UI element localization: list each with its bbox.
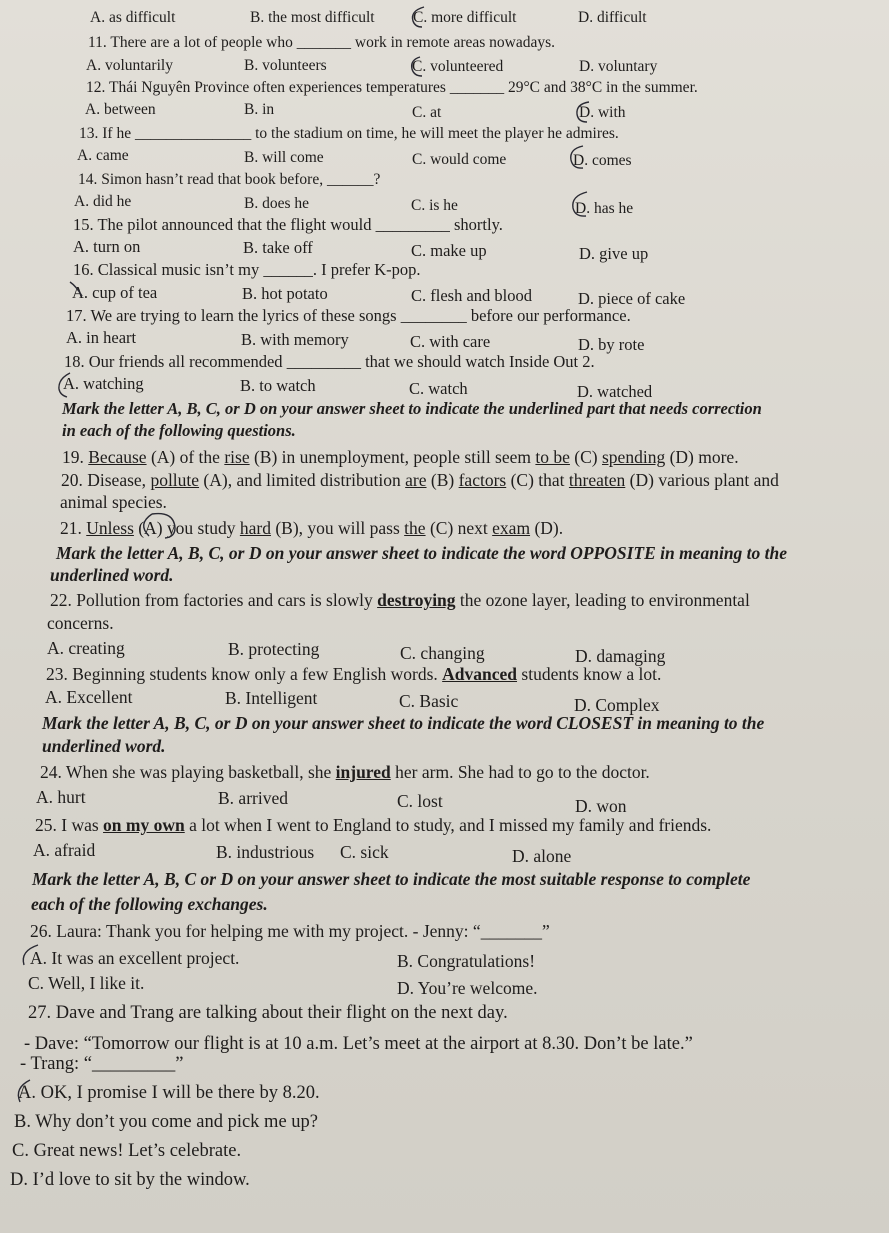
q22-line2: concerns. [47, 613, 114, 633]
q27-option-c[interactable]: C. Great news! Let’s celebrate. [12, 1141, 242, 1161]
q13-stem: 13. If he _______________ to the stadium on time, he will meet the player he admires. [79, 125, 619, 142]
q18-option-b[interactable]: B. to watch [240, 376, 316, 395]
q11-stem: 11. There are a lot of people who _______ work in remote areas nowadays. [88, 34, 556, 51]
q24-sentence: 24. When she was playing basketball, she injured her arm. She had to go to the doctor. [40, 762, 650, 782]
q10-c-circle-mark [412, 7, 424, 27]
q19-underlined-d[interactable]: spending [602, 447, 666, 467]
q11-option-c[interactable]: C. volunteered [412, 58, 504, 75]
instruction-opposite-line2: underlined word. [50, 565, 174, 585]
q15-option-a[interactable]: A. turn on [73, 237, 141, 256]
q18-a-circle-mark [59, 373, 70, 397]
q16-option-b[interactable]: B. hot potato [242, 284, 328, 303]
q18-option-d[interactable]: D. watched [577, 382, 653, 401]
q16-option-c[interactable]: C. flesh and blood [411, 286, 532, 305]
q25-option-a[interactable]: A. afraid [33, 840, 96, 860]
instruction-opposite-line1: Mark the letter A, B, C, or D on your answer sheet to indicate the word OPPOSITE in meaning to the [56, 543, 788, 563]
q19-underlined-c[interactable]: to be [535, 447, 570, 467]
q15-option-b[interactable]: B. take off [243, 238, 313, 257]
q23-option-d[interactable]: D. Complex [574, 695, 660, 715]
q21-a-circle-mark [144, 514, 175, 538]
q26-option-d[interactable]: D. You’re welcome. [397, 978, 538, 998]
q18-option-a[interactable]: A. watching [63, 374, 144, 393]
q12-option-b[interactable]: B. in [244, 101, 275, 118]
q21-underlined-c[interactable]: the [404, 518, 426, 538]
q20-sentence: 20. Disease, pollute (A), and limited distribution are (B) factors (C) that threaten (D) various plant and [61, 470, 779, 490]
q14-option-a[interactable]: A. did he [74, 193, 132, 210]
q24-option-c[interactable]: C. lost [397, 791, 443, 811]
instruction-correction-line1: Mark the letter A, B, C, or D on your answer sheet to indicate the underlined part that needs correction [62, 399, 762, 418]
q27-option-d[interactable]: D. I’d love to sit by the window. [10, 1170, 250, 1190]
q27-option-b[interactable]: B. Why don’t you come and pick me up? [14, 1112, 318, 1132]
q15-option-d[interactable]: D. give up [579, 244, 649, 263]
q14-option-c[interactable]: C. is he [411, 197, 458, 214]
q23-sentence: 23. Beginning students know only a few English words. Advanced students know a lot. [46, 664, 662, 684]
q17-stem: 17. We are trying to learn the lyrics of these songs ________ before our performance. [66, 306, 631, 325]
q12-stem: 12. Thái Nguyên Province often experiences temperatures _______ 29°C and 38°C in the summer. [86, 79, 698, 96]
q20-underlined-a[interactable]: pollute [150, 470, 200, 490]
q15-stem: 15. The pilot announced that the flight would _________ shortly. [73, 215, 503, 234]
q23-option-b[interactable]: B. Intelligent [225, 688, 318, 708]
q20-line2: animal species. [60, 492, 167, 512]
q11-option-d[interactable]: D. voluntary [579, 58, 658, 75]
q16-option-a[interactable]: A. cup of tea [72, 283, 158, 302]
q12-option-c[interactable]: C. at [412, 104, 442, 121]
q27-a-circle-mark [18, 1080, 30, 1102]
q12-option-d[interactable]: D. with [579, 104, 626, 121]
q13-option-a[interactable]: A. came [77, 147, 129, 164]
q26-a-circle-mark [23, 945, 38, 965]
q23-underlined-word: Advanced [442, 664, 518, 684]
q17-option-c[interactable]: C. with care [410, 332, 491, 351]
q18-stem: 18. Our friends all recommended _________ that we should watch Inside Out 2. [64, 352, 595, 371]
q22-underlined-word: destroying [377, 590, 456, 610]
q19-sentence: 19. Because (A) of the rise (B) in unemployment, people still seem to be (C) spending (D) more. [62, 447, 739, 467]
q26-option-a[interactable]: A. It was an excellent project. [30, 948, 240, 968]
q24-underlined-word: injured [335, 762, 391, 782]
q13-option-b[interactable]: B. will come [244, 149, 324, 166]
q21-sentence: 21. Unless (A) you study hard (B), you will pass the (C) next exam (D). [60, 518, 564, 538]
q27-trang-line: - Trang: “_________” [20, 1054, 184, 1074]
q11-option-a[interactable]: A. voluntarily [86, 57, 173, 74]
q27-option-a[interactable]: A. OK, I promise I will be there by 8.20. [18, 1083, 320, 1103]
q24-option-a[interactable]: A. hurt [36, 787, 86, 807]
q14-stem: 14. Simon hasn’t read that book before, ______? [78, 171, 381, 188]
q13-d-circle-mark [571, 146, 583, 168]
instruction-response-line1: Mark the letter A, B, C or D on your answer sheet to indicate the most suitable response to complete [32, 869, 751, 889]
q25-option-b[interactable]: B. industrious [216, 842, 315, 862]
q21-underlined-d[interactable]: exam [492, 518, 531, 538]
q26-option-c[interactable]: C. Well, I like it. [28, 973, 145, 993]
q18-option-c[interactable]: C. watch [409, 379, 468, 398]
q25-underlined-word: on my own [103, 815, 185, 835]
q26-option-b[interactable]: B. Congratulations! [397, 951, 536, 971]
q22-option-a[interactable]: A. creating [47, 638, 125, 658]
q22-option-c[interactable]: C. changing [400, 643, 485, 663]
q12-option-a[interactable]: A. between [85, 101, 156, 118]
q20-underlined-d[interactable]: threaten [568, 470, 626, 490]
instruction-response-line2: each of the following exchanges. [31, 894, 268, 914]
q25-sentence: 25. I was on my own a lot when I went to England to study, and I missed my family and friends. [35, 815, 712, 835]
q25-option-d[interactable]: D. alone [512, 846, 572, 866]
q16-stem: 16. Classical music isn’t my ______. I prefer K-pop. [73, 260, 421, 279]
q21-underlined-a[interactable]: Unless [86, 518, 134, 538]
q27-dave-line: - Dave: “Tomorrow our flight is at 10 a.m. Let’s meet at the airport at 8.30. Don’t be late.” [24, 1034, 693, 1054]
q24-option-d[interactable]: D. won [575, 796, 627, 816]
q19-underlined-a[interactable]: Because [88, 447, 147, 467]
q14-option-d[interactable]: D. has he [575, 200, 634, 217]
q17-option-b[interactable]: B. with memory [241, 330, 349, 349]
q16-a-mark [70, 282, 82, 296]
q14-option-b[interactable]: B. does he [244, 195, 310, 212]
instruction-closest-line2: underlined word. [42, 736, 166, 756]
q10-option-c[interactable]: C. more difficult [413, 9, 517, 26]
q23-option-c[interactable]: C. Basic [399, 691, 459, 711]
q24-option-b[interactable]: B. arrived [218, 788, 288, 808]
q12-d-circle-mark [577, 102, 589, 122]
q23-option-a[interactable]: A. Excellent [45, 687, 133, 707]
instruction-closest-line1: Mark the letter A, B, C, or D on your answer sheet to indicate the word CLOSEST in meaning to the [42, 713, 765, 733]
q10-option-a[interactable]: A. as difficult [90, 9, 176, 26]
q22-option-b[interactable]: B. protecting [228, 639, 320, 659]
q22-sentence: 22. Pollution from factories and cars is slowly destroying the ozone layer, leading to environmental [50, 590, 750, 610]
q14-d-circle-mark [573, 192, 587, 216]
q10-option-b[interactable]: B. the most difficult [250, 9, 375, 26]
q20-underlined-c[interactable]: factors [458, 470, 507, 490]
q21-underlined-b[interactable]: hard [239, 518, 271, 538]
q22-option-d[interactable]: D. damaging [575, 646, 666, 666]
q16-option-d[interactable]: D. piece of cake [578, 289, 686, 308]
q11-c-circle-mark [412, 57, 422, 76]
q19-underlined-b[interactable]: rise [224, 447, 250, 467]
q17-option-d[interactable]: D. by rote [578, 335, 645, 354]
instruction-correction-line2: in each of the following questions. [62, 421, 296, 440]
q17-option-a[interactable]: A. in heart [66, 328, 137, 347]
q15-option-c[interactable]: C. make up [411, 241, 487, 260]
q20-underlined-b[interactable]: are [405, 470, 427, 490]
q13-option-d[interactable]: D. comes [573, 152, 632, 169]
q10-option-d[interactable]: D. difficult [578, 9, 647, 26]
q11-option-b[interactable]: B. volunteers [244, 57, 327, 74]
q26-stem: 26. Laura: Thank you for helping me with my project. - Jenny: “_______” [30, 921, 550, 941]
q27-stem: 27. Dave and Trang are talking about their flight on the next day. [28, 1003, 508, 1023]
q25-option-c[interactable]: C. sick [340, 842, 389, 862]
q13-option-c[interactable]: C. would come [412, 151, 507, 168]
